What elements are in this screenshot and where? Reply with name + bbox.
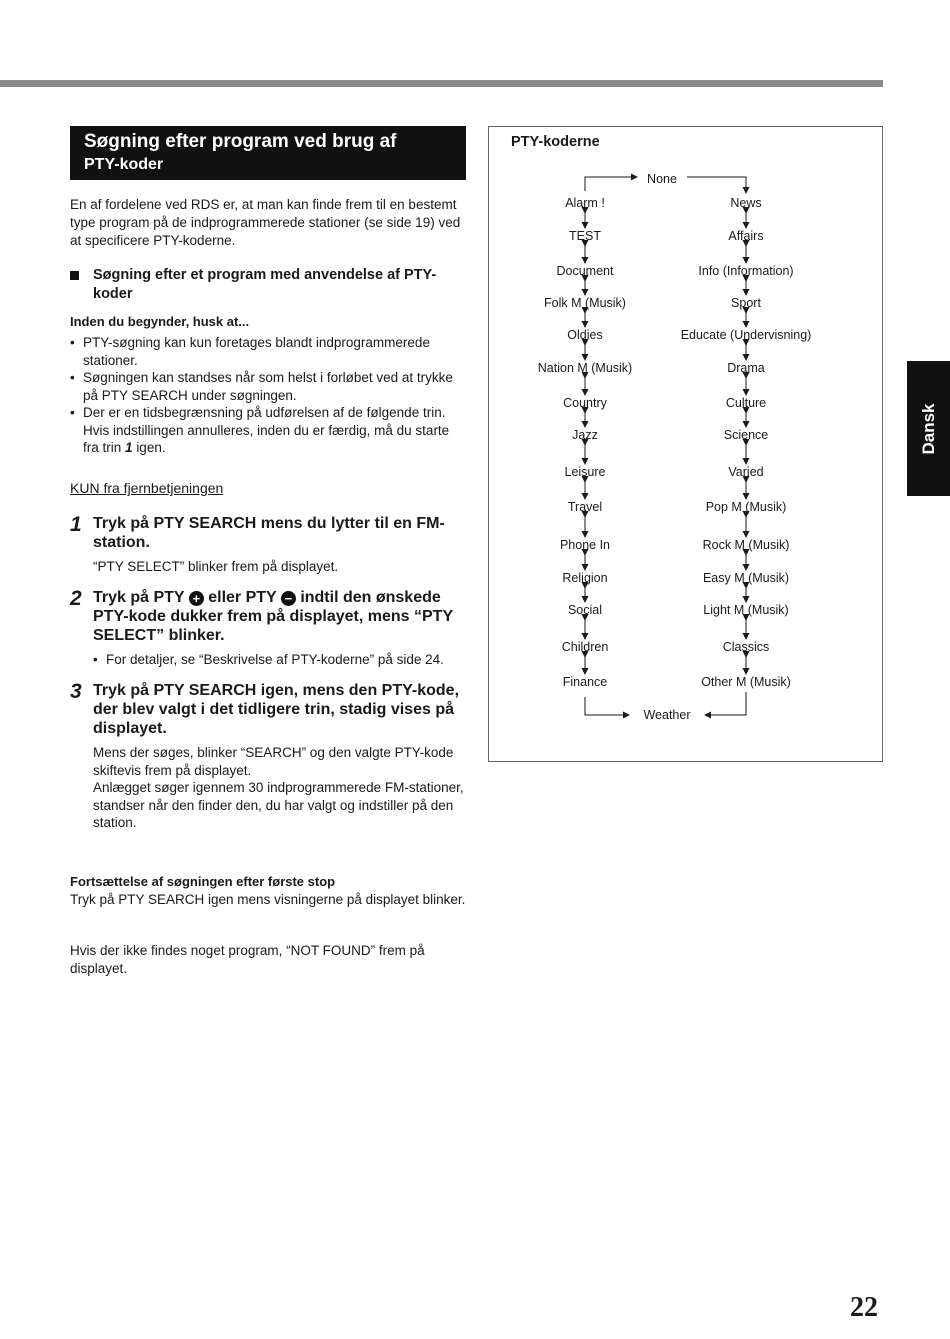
continuation-block [70,873,466,908]
pty-node-left: Folk M (Musik) [544,296,626,310]
pty-node-right: Culture [725,396,767,410]
step-description [93,744,466,832]
step-title: Tryk på PTY SEARCH igen, mens den PTY-kode, der blev valgt i det tidligere trin, stadig vises på displayet. [93,682,460,737]
pty-node-left: Country [563,396,607,410]
pty-node-right: Classics [722,640,770,654]
pty-node-right: Affairs [728,229,764,243]
pty-node-left: Religion [562,571,608,585]
heading-line-1: Søgning efter program ved brug af [84,131,397,152]
subheading [70,266,466,304]
pty-node-right: Info (Information) [698,264,794,278]
pty-node-right: Drama [727,361,765,375]
before-bullets [70,334,466,457]
pty-box-title: PTY-koderne [511,134,600,150]
pty-cycle-diagram [489,127,882,761]
connector-alarm-to-none [585,177,637,191]
step-2 [70,588,466,669]
pty-node-none: None [647,172,677,186]
pty-node-weather: Weather [643,708,691,722]
heading-line-2: PTY-koder [84,156,164,173]
minus-icon: − [281,591,296,606]
before-label: Inden du begynder, husk at... [70,314,250,329]
step-2-title-c: indtil den ønskede PTY-kode dukker frem på displayet, mens “PTY SELECT” blinker. [93,589,453,644]
step-3-desc-1: Mens der søges, blinker “SEARCH” og den valgte PTY-kode skiftevis frem på displayet. [93,745,454,778]
pty-node-left: Alarm ! [565,196,605,210]
step-reference: 1 [125,440,133,455]
bullet-item: • PTY-søgning kan kun foretages blandt indprogrammerede stationer. [70,334,466,369]
continuation-title: Fortsættelse af søgningen efter første stop [70,874,336,889]
pty-node-left: Social [567,603,603,617]
subheading-text: Søgning efter et program med anvendelse af PTY-koder [93,267,437,302]
bullet-item [70,404,466,457]
step-number: 1 [70,513,82,536]
plus-icon: + [189,591,204,606]
page-number: 22 [850,1292,878,1323]
step-number: 3 [70,680,82,703]
pty-node-right: Pop M (Musik) [705,500,787,514]
bullet-3-text: Der er en tidsbegrænsning på udførelsen af de følgende trin. Hvis indstillingen annulleres, inden du er færdig, må du starte fra trin [83,405,450,455]
step-3-desc-2: Anlægget søger igennem 30 indprogrammerede FM-stationer, standser når den finder den, du har valgt og indstiller på den station. [93,780,464,830]
not-found-note: Hvis der ikke findes noget program, “NOT FOUND” frem på displayet. [70,943,425,976]
section-heading [70,126,466,180]
step-3 [70,681,466,832]
pty-node-right: News [730,196,762,210]
step-title [93,588,466,645]
bullet-3-tail: igen. [136,440,166,455]
top-rule [0,80,883,87]
pty-node-right: Varied [728,465,764,479]
pty-node-left: Children [561,640,609,654]
connector-other-to-weather [705,692,746,715]
pty-node-right: Sport [731,296,761,310]
connector-none-to-news [687,177,746,193]
pty-node-left: Leisure [564,465,606,479]
step-description: • For detaljer, se “Beskrivelse af PTY-koderne” på side 24. [93,651,466,669]
language-tab [907,361,950,496]
pty-node-left: Oldies [567,328,603,342]
step-number: 2 [70,587,82,610]
language-tab-label: Dansk [918,402,938,455]
pty-node-left: Document [556,264,614,278]
continuation-text: Tryk på PTY SEARCH igen mens visningerne på displayet blinker. [70,891,466,907]
step-2-title-a: Tryk på PTY [93,589,185,606]
pty-node-left: Finance [562,675,608,689]
pty-node-left: TEST [569,229,601,243]
intro-paragraph: En af fordelene ved RDS er, at man kan finde frem til en bestemt type program på de indprogrammerede stationer (se side 19) ved at specificere PTY-koderne. [70,197,461,248]
pty-node-right: Educate (Undervisning) [680,328,812,342]
pty-node-right: Easy M (Musik) [702,571,790,585]
main-column [70,126,466,976]
connector-finance-to-weather [585,697,629,715]
pty-node-left: Nation M (Musik) [537,361,633,375]
square-bullet-icon [70,271,79,280]
pty-codes-box [488,126,883,762]
pty-node-left: Phone In [559,538,611,552]
step-2-title-b: eller PTY [208,589,277,606]
pty-node-right: Other M (Musik) [701,675,791,689]
pty-node-right: Science [723,428,769,442]
pty-node-right: Rock M (Musik) [702,538,790,552]
step-title: Tryk på PTY SEARCH mens du lytter til en FM-station. [93,515,445,551]
pty-node-left: Travel [567,500,603,514]
pty-node-right: Light M (Musik) [703,603,789,617]
step-description: “PTY SELECT” blinker frem på displayet. [93,559,339,574]
step-1 [70,514,466,576]
remote-only-label: KUN fra fjernbetjeningen [70,480,224,496]
bullet-item: • Søgningen kan standses når som helst i forløbet ved at trykke på PTY SEARCH under søgningen. [70,369,466,404]
pty-node-left: Jazz [572,428,598,442]
